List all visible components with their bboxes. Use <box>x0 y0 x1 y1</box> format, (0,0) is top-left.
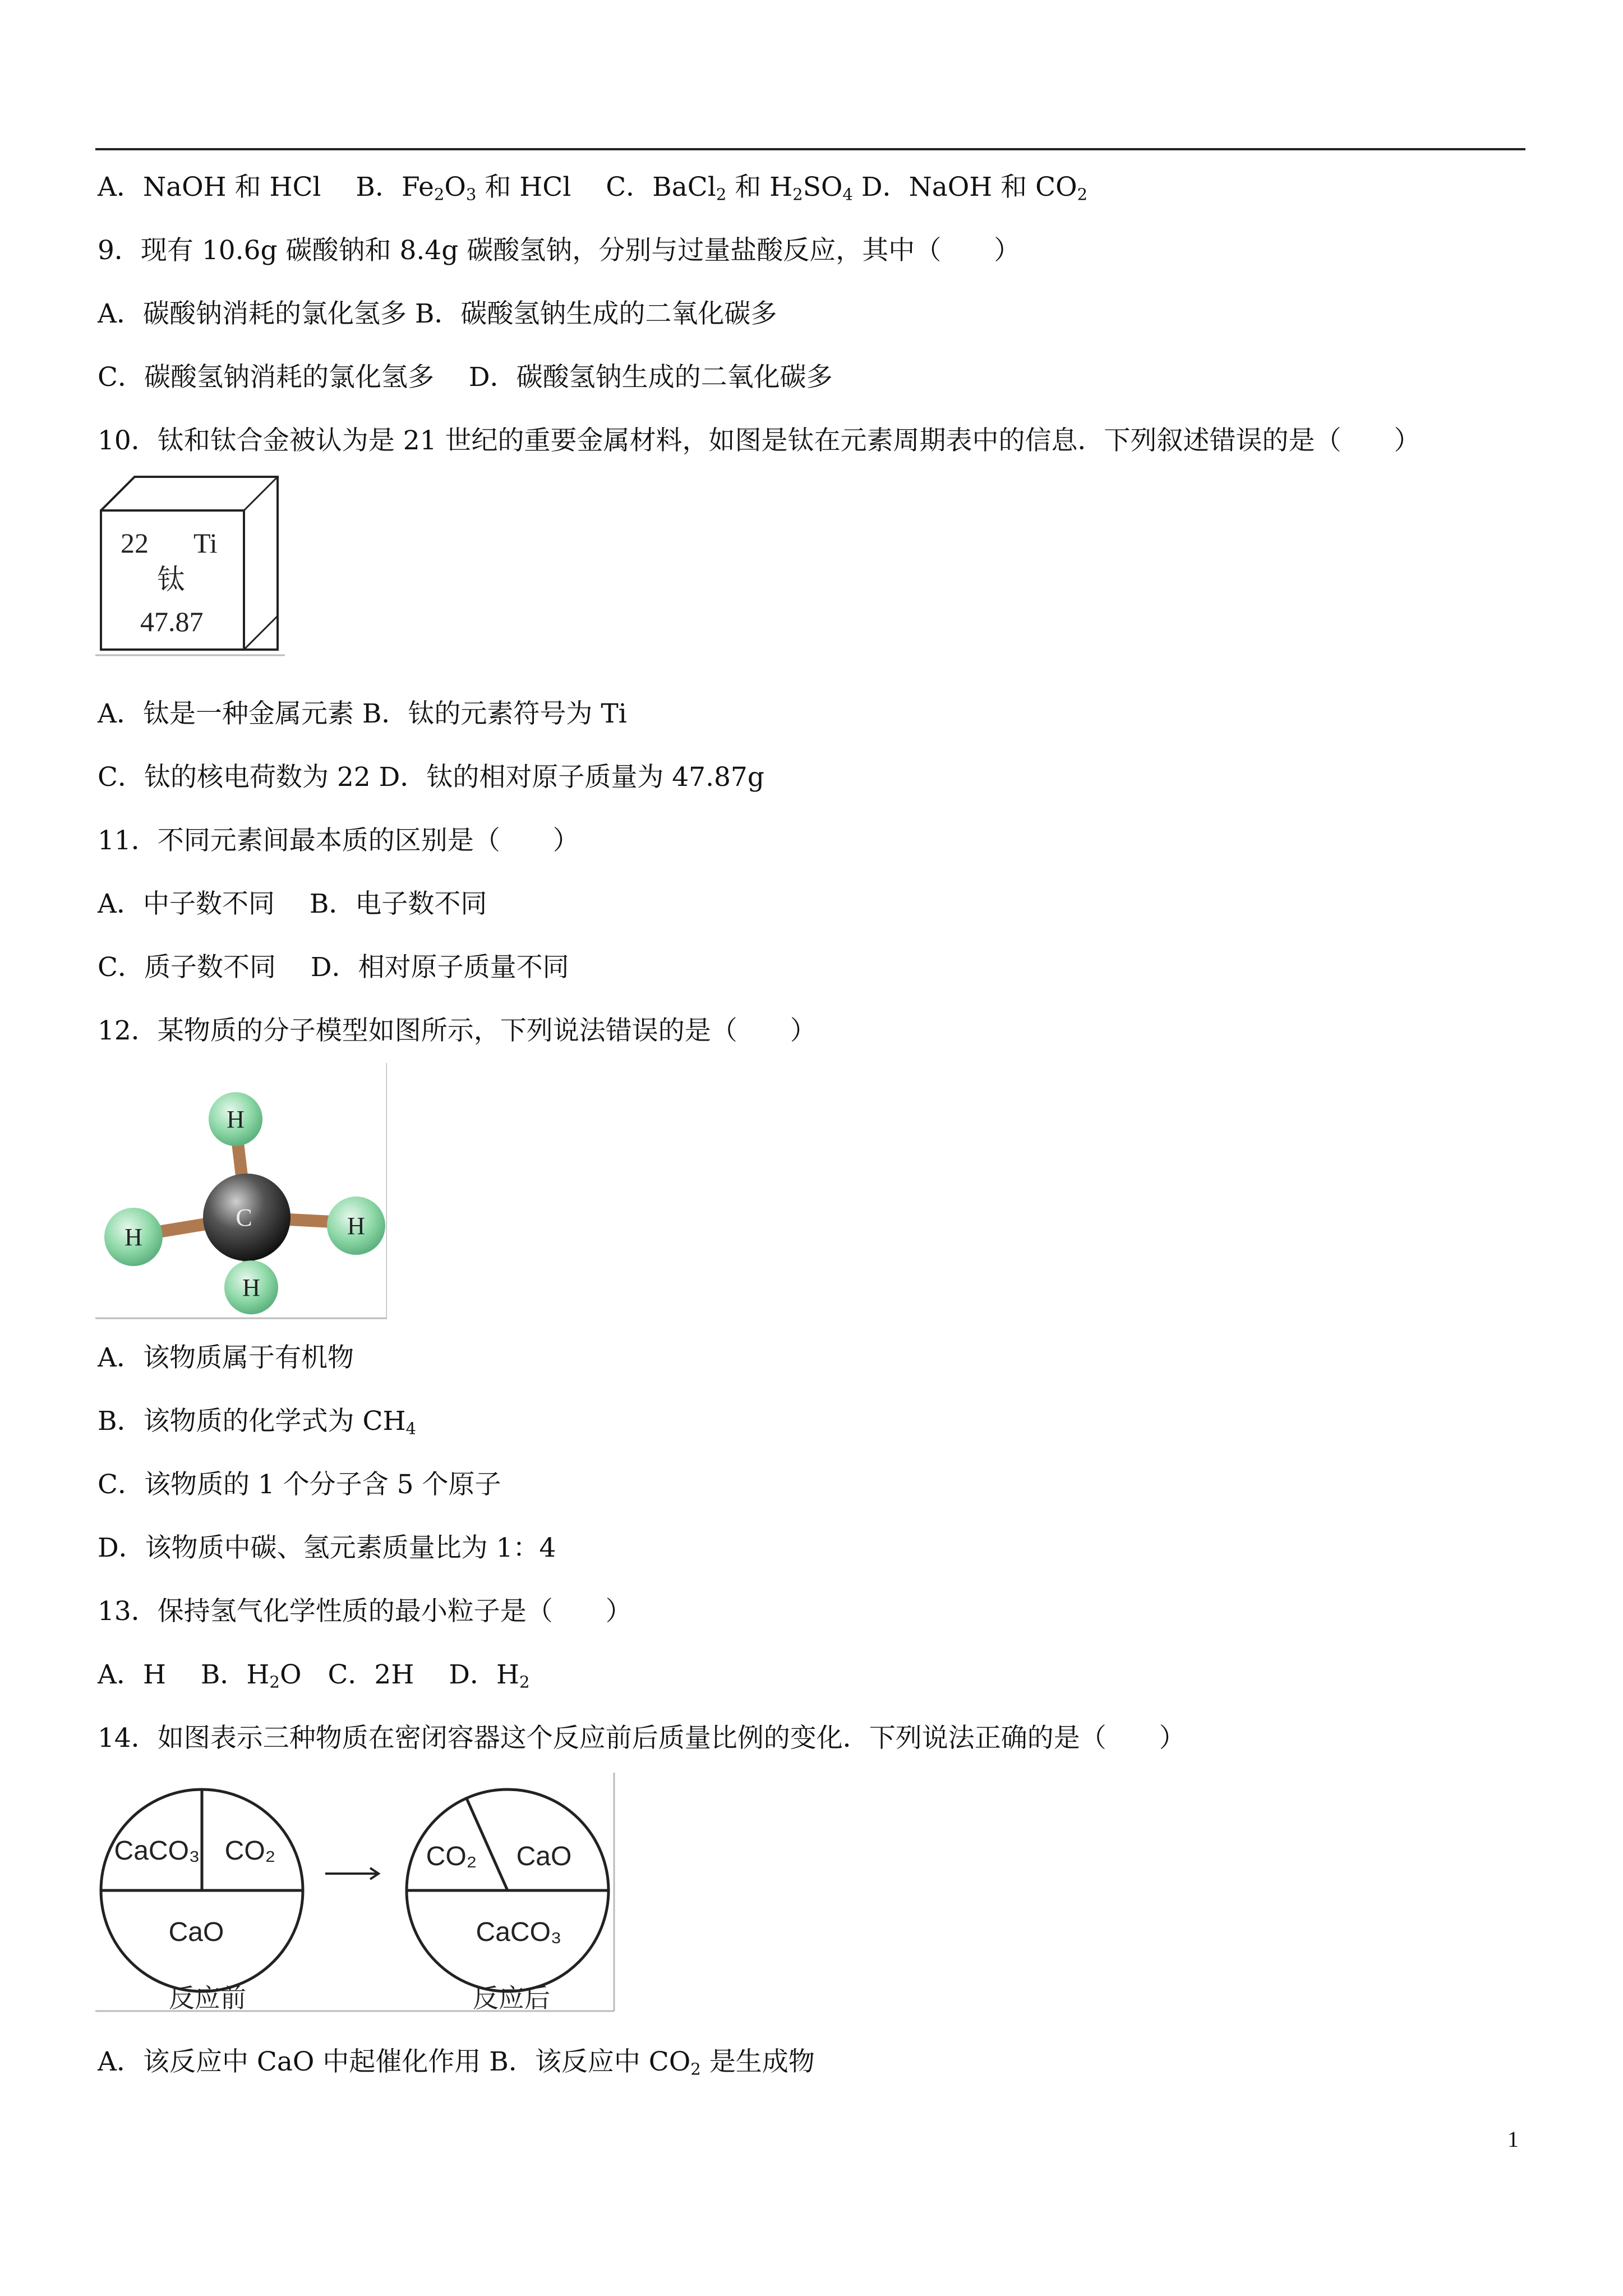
atom-label-center: C <box>236 1204 252 1231</box>
q13-stem: 13．保持氢气化学性质的最小粒子是（ ） <box>98 1596 632 1627</box>
page-number: 1 <box>1507 2127 1519 2152</box>
element-name: 钛 <box>157 563 185 596</box>
header-rule <box>95 148 1525 150</box>
pie-after-slice-1-label: CO₂ <box>426 1842 477 1871</box>
q12-option-d: D．该物质中碳、氢元素质量比为 1：4 <box>98 1533 556 1563</box>
arrow-icon <box>325 1868 379 1879</box>
q9-options-cd: C．碳酸氢钠消耗的氯化氢多 D．碳酸氢钠生成的二氧化碳多 <box>98 362 833 393</box>
element-mass: 47.87 <box>140 606 204 637</box>
atom-label-right: H <box>347 1212 365 1240</box>
pie-after-caption: 反应后 <box>473 1983 550 2013</box>
q11-stem: 11．不同元素间最本质的区别是（ ） <box>98 825 579 856</box>
q9-stem: 9．现有 10.6g 碳酸钠和 8.4g 碳酸氢钠，分别与过量盐酸反应，其中（ ） <box>98 235 1021 266</box>
pie-before <box>101 1789 303 1991</box>
q14-stem: 14．如图表示三种物质在密闭容器这个反应前后质量比例的变化．下列说法正确的是（ ） <box>98 1723 1186 1754</box>
pie-after <box>407 1789 608 1991</box>
element-symbol: Ti <box>193 527 218 559</box>
q12-stem: 12．某物质的分子模型如图所示，下列说法错误的是（ ） <box>98 1015 817 1046</box>
q14-options-ab: A．该反应中 CaO 中起催化作用 B．该反应中 $CO_2$ 是生成物 <box>98 2046 815 2079</box>
atom-label-top: H <box>227 1106 245 1133</box>
pie-after-slice-2-label: CaO <box>516 1842 572 1871</box>
q8-options: A．NaOH 和 HCl B．$Fe_2O_3$ 和 HCl C．BaCl$_2$ 和 $H_2SO_4$ D．NaOH 和 $CO_2$ <box>98 172 1088 204</box>
q12-option-a: A．该物质属于有机物 <box>98 1342 354 1373</box>
q10-options-ab: A．钛是一种金属元素 B．钛的元素符号为 Ti <box>98 698 627 729</box>
q9-options-ab: A．碳酸钠消耗的氯化氢多 B．碳酸氢钠生成的二氧化碳多 <box>98 298 777 329</box>
atom-label-bottom: H <box>242 1274 260 1301</box>
pie-after-slice-3-label: CaCO₃ <box>476 1917 562 1947</box>
q11-options-cd: C．质子数不同 D．相对原子质量不同 <box>98 952 569 983</box>
pie-before-slice-3-label: CaO <box>168 1917 224 1947</box>
q13-options: A．H B．$H_2O$ C．2H D．$H_2$ <box>98 1659 530 1692</box>
atom-label-left: H <box>125 1223 142 1251</box>
element-number: 22 <box>121 527 149 559</box>
reaction-pie-figure <box>95 1773 617 2014</box>
q10-options-cd: C．钛的核电荷数为 22 D．钛的相对原子质量为 47.87g <box>98 762 764 793</box>
q10-stem: 10．钛和钛合金被认为是 21 世纪的重要金属材料，如图是钛在元素周期表中的信息．下列叙述错误的是（ ） <box>98 425 1421 456</box>
pie-before-slice-2-label: CO₂ <box>224 1836 276 1866</box>
q11-options-ab: A．中子数不同 B．电子数不同 <box>98 889 487 919</box>
pie-before-slice-1-label: CaCO₃ <box>114 1836 200 1866</box>
methane-molecule-figure <box>95 1063 387 1321</box>
element-card-figure <box>95 471 286 656</box>
q12-option-b: B．该物质的化学式为 $CH_4$ <box>98 1406 416 1438</box>
pie-before-caption: 反应前 <box>169 1983 246 2013</box>
q12-option-c: C．该物质的 1 个分子含 5 个原子 <box>98 1469 501 1500</box>
